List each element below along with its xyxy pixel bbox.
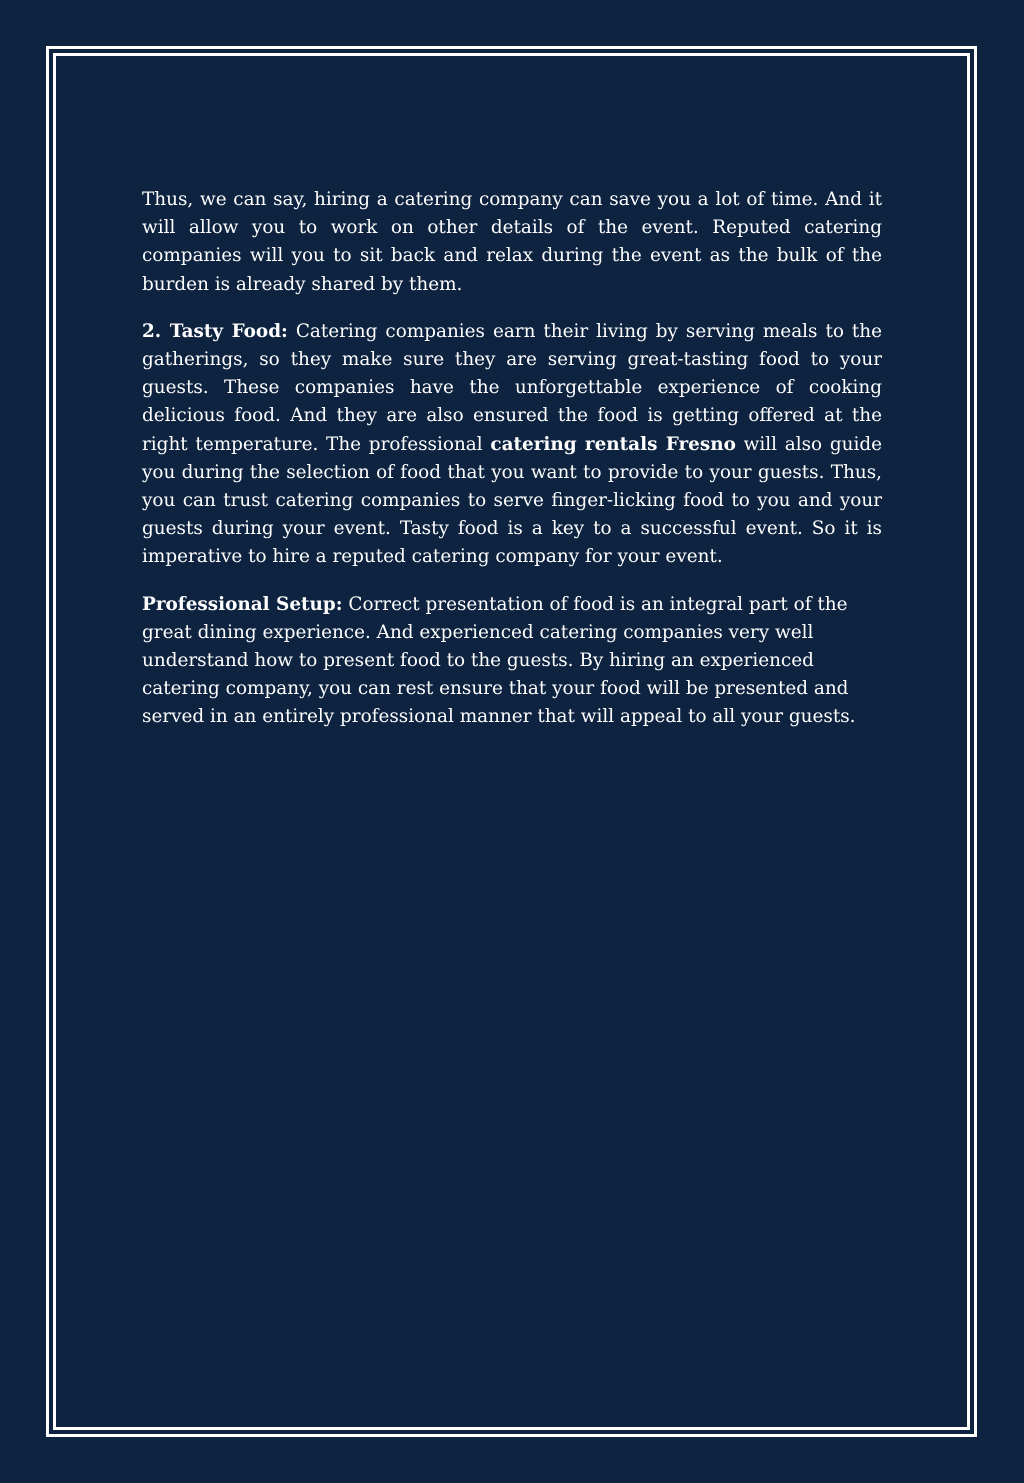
- professional-setup-heading: Professional Setup:: [142, 593, 343, 615]
- tasty-food-heading: 2. Tasty Food:: [142, 320, 288, 342]
- document-body: [142, 186, 882, 751]
- paragraph-professional-setup: [142, 591, 882, 732]
- paragraph-intro: [142, 186, 882, 299]
- paragraph-intro-text: Thus, we can say, hiring a catering company can save you a lot of time. And it will allow you to work on other details of the event. Reputed catering companies will you to sit back and relax during the event as the bulk of the burden is already shared by them.: [142, 189, 882, 295]
- professional-setup-text: Correct presentation of food is an integral part of the great dining experience. And experienced catering companies very well understand how to present food to the guests. By hiring an experienced catering company, you can rest ensure that your food will be presented and served in an entirely professional manner that will appeal to all your guests.: [142, 593, 856, 728]
- tasty-food-text-after: will also guide you during the selection of food that you want to provide to your guests. Thus, you can trust catering companies to serve finger-licking food to you and your guests during your event. Tasty food is a key to a successful event. So it is imperative to hire a reputed catering company for your event.: [142, 433, 882, 568]
- tasty-food-text-before: Catering companies earn their living by serving meals to the gatherings, so they make sure they are serving great-tasting food to your guests. These companies have the unforgettable experience of cooking delicious food. And they are also ensured the food is getting offered at the right temperature. The professional: [142, 320, 882, 455]
- paragraph-tasty-food: [142, 318, 882, 572]
- keyword-catering-rentals: catering rentals Fresno: [490, 433, 736, 455]
